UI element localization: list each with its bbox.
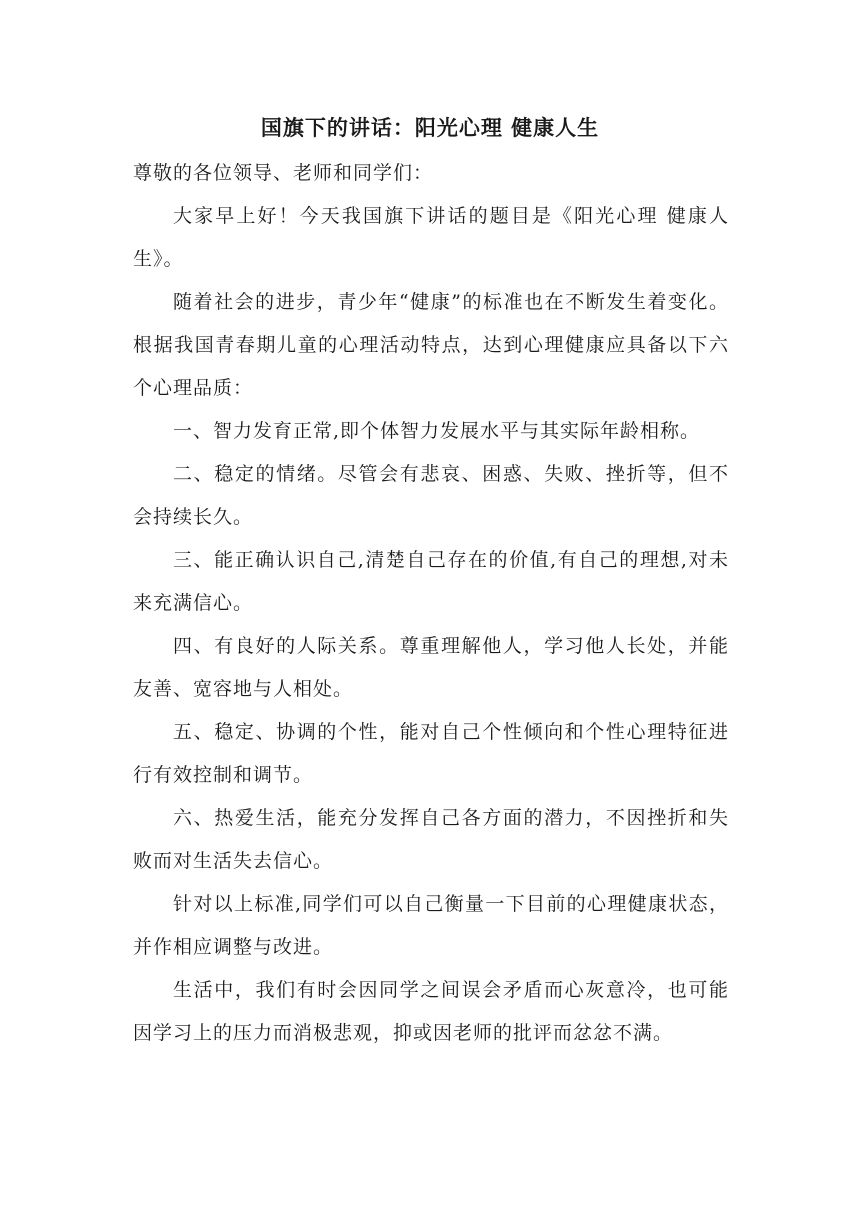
paragraph-item-5: 五、稳定、协调的个性，能对自己个性倾向和个性心理特征进行有效控制和调节。 xyxy=(133,721,729,786)
document-title: 国旗下的讲话：阳光心理 健康人生 xyxy=(260,116,600,140)
paragraph-item-6: 六、热爱生活，能充分发挥自己各方面的潜力，不因挫折和失败而对生活失去信心。 xyxy=(133,807,729,872)
paragraph-item-1: 一、智力发育正常,即个体智力发展水平与其实际年龄相称。 xyxy=(173,420,701,442)
document-body xyxy=(133,152,729,1055)
paragraph-standard: 针对以上标准,同学们可以自己衡量一下目前的心理健康状态，并作相应调整与改进。 xyxy=(133,893,729,958)
paragraph-intro: 随着社会的进步，青少年“健康”的标准也在不断发生着变化。根据我国青春期儿童的心理活动特点，达到心理健康应具备以下六个心理品质： xyxy=(133,291,729,399)
salutation: 尊敬的各位领导、老师和同学们： xyxy=(133,162,434,184)
paragraph-greeting: 大家早上好！今天我国旗下讲话的题目是《阳光心理 健康人生》。 xyxy=(133,205,729,270)
paragraph-item-4: 四、有良好的人际关系。尊重理解他人，学习他人长处，并能友善、宽容地与人相处。 xyxy=(133,635,729,700)
paragraph-item-3: 三、能正确认识自己,清楚自己存在的价值,有自己的理想,对未来充满信心。 xyxy=(133,549,729,614)
paragraph-item-2: 二、稳定的情绪。尽管会有悲哀、困惑、失败、挫折等，但不会持续长久。 xyxy=(133,463,729,528)
paragraph-life: 生活中，我们有时会因同学之间误会矛盾而心灰意冷，也可能因学习上的压力而消极悲观，抑或因老师的批评而忿忿不满。 xyxy=(133,979,729,1044)
